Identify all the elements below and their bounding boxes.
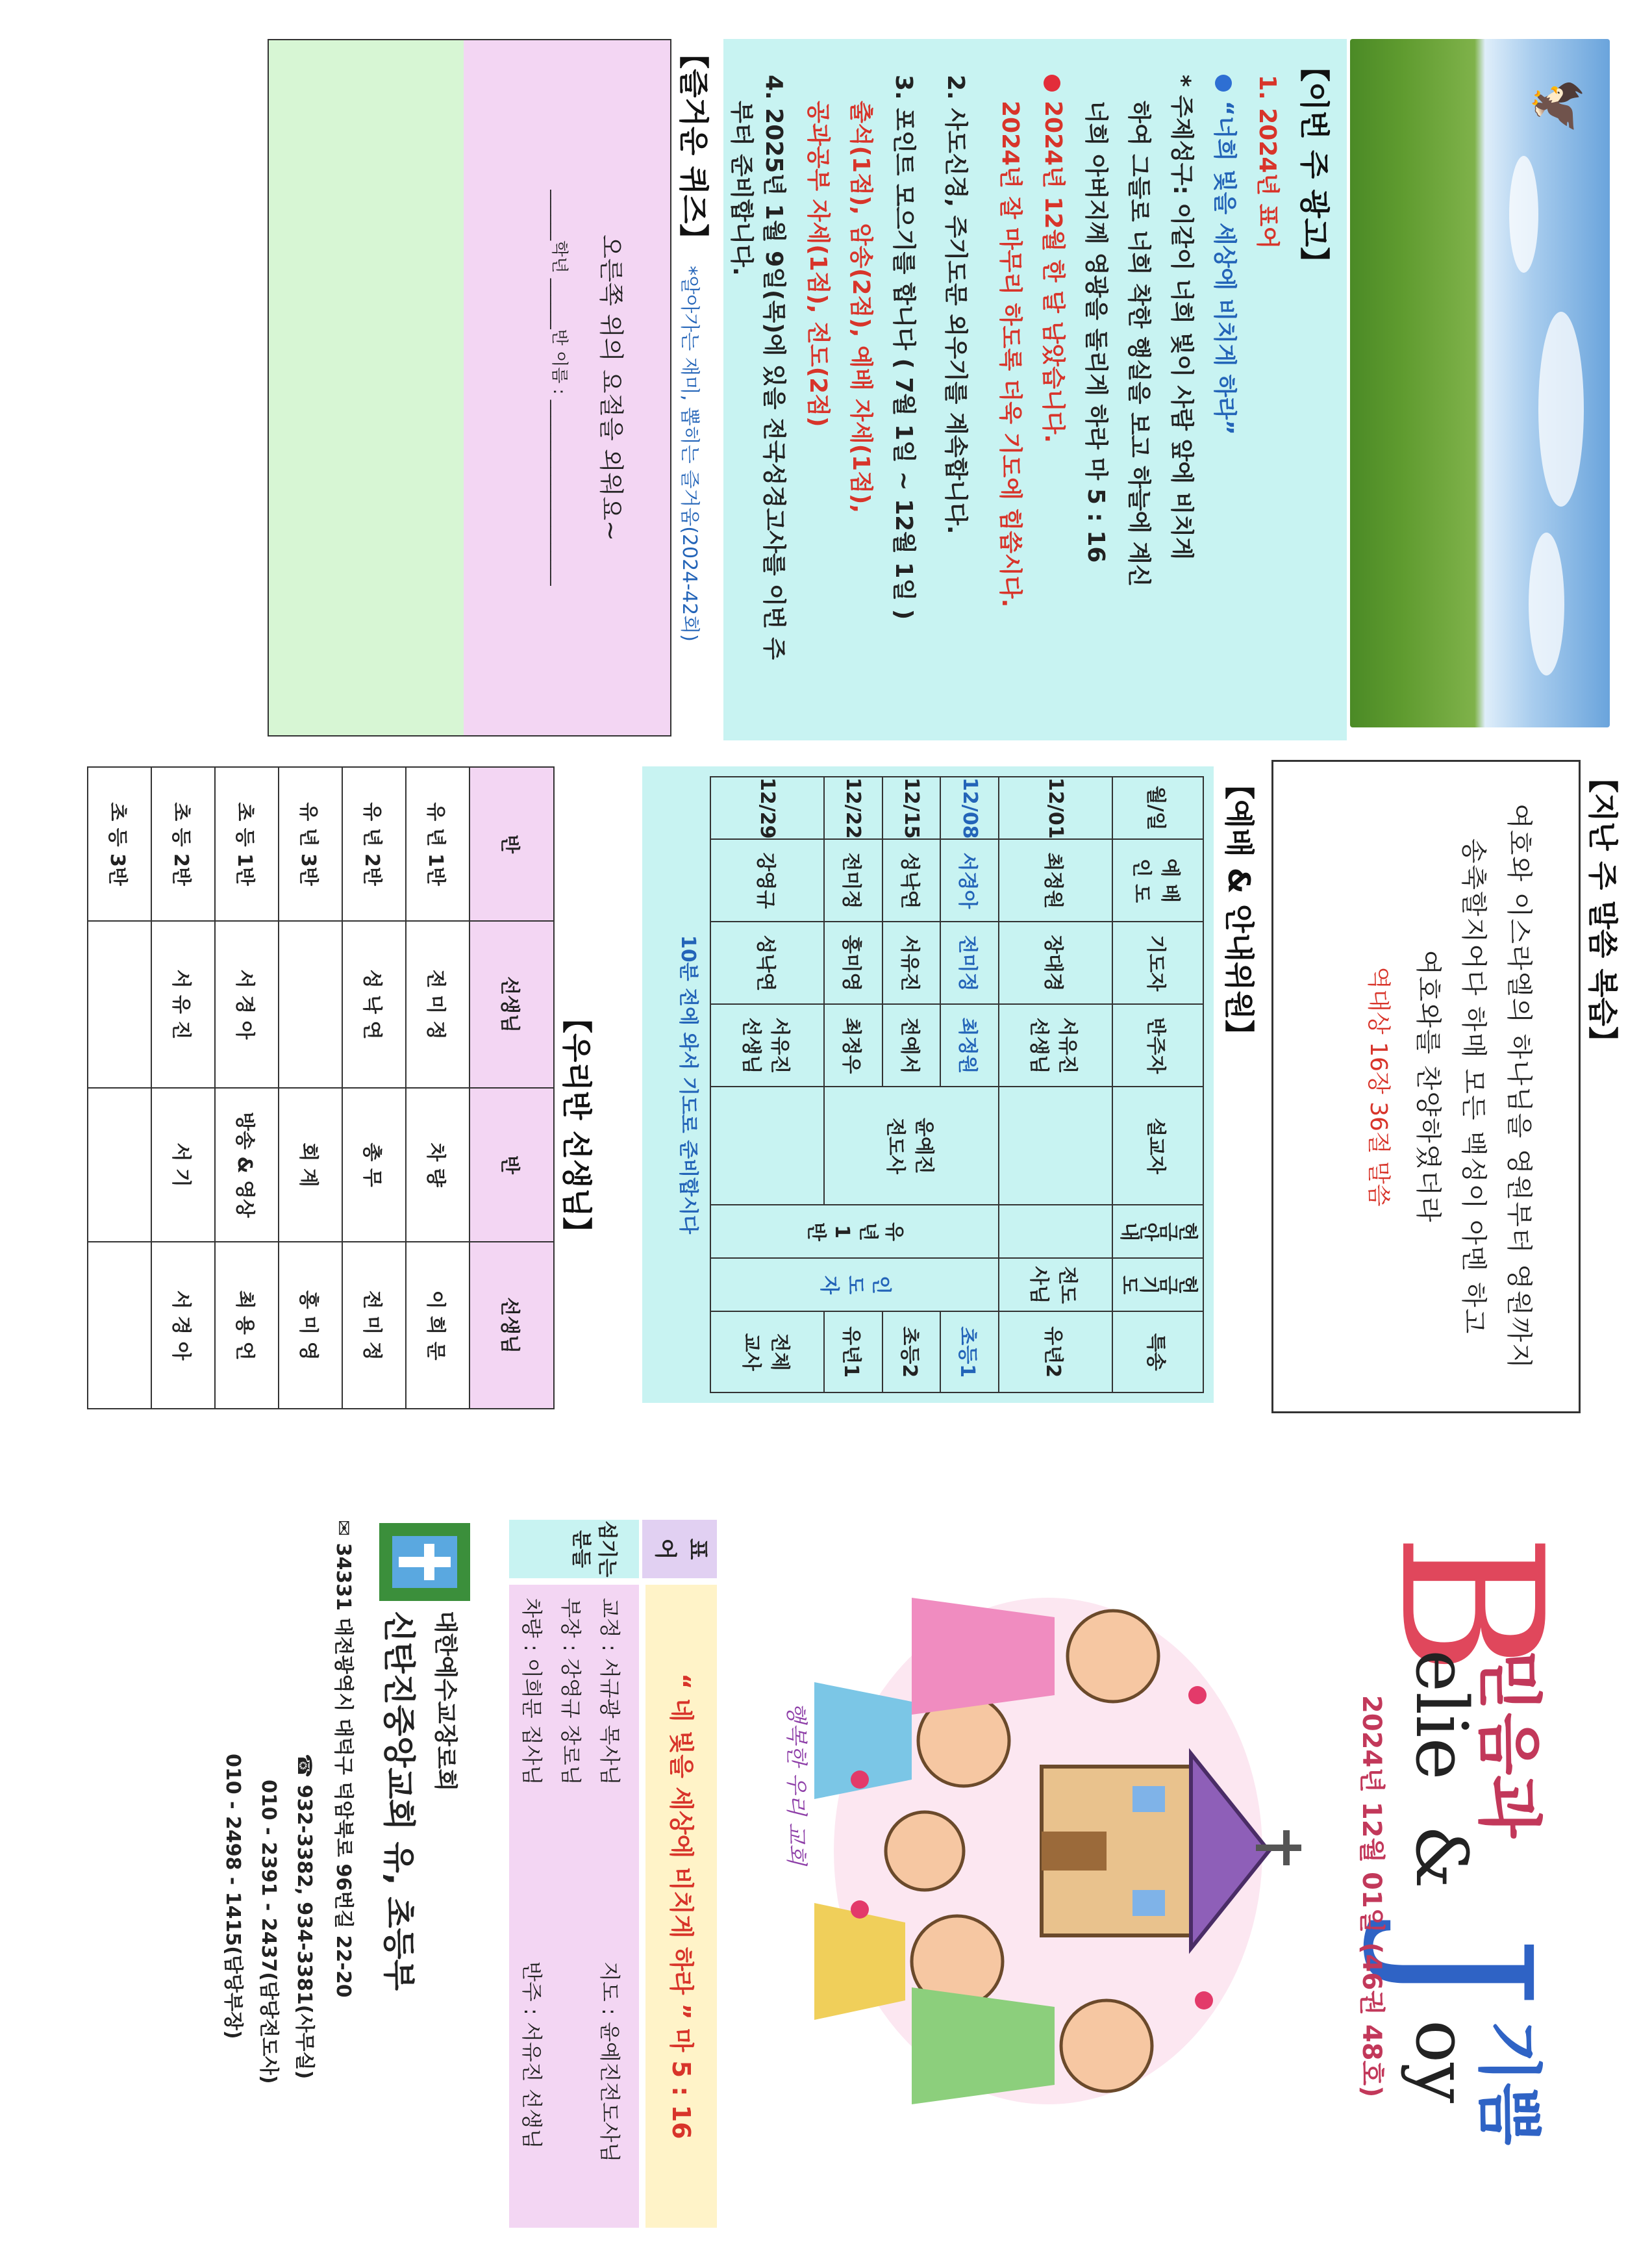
table-cell: 유 년 3반 <box>279 767 342 921</box>
table-cell: 전미정 <box>824 839 882 922</box>
issue-date: 2024년 12월 01일 (46권 48호) <box>1357 1695 1386 2098</box>
staff-line1-b: 지도 : 윤예진전도사님 <box>597 1961 622 2163</box>
worship-footnote: 10분 전에 와서 기도로 준비합시다 <box>677 935 700 1235</box>
table-cell <box>279 921 342 1088</box>
review-line1: 여호와 이스라엘의 하나님을 영원부터 영원까지 <box>1504 803 1534 1370</box>
teachers-table <box>87 766 555 1409</box>
children-church-illustration <box>795 1572 1327 2130</box>
cover-motto: “ 네 빛을 세상에 비치게 하라 ” 마 5 : 16 <box>645 1585 717 2228</box>
table-cell: 12/01 <box>999 777 1112 839</box>
motto-quote: “너희 빛을 세상에 비치게 하라” <box>1211 101 1238 435</box>
theme-verse-line2: 하여 그들로 너희 착한 행실을 보고 하늘에 계신 <box>1125 101 1152 587</box>
table-cell: 성낙연 <box>882 839 941 922</box>
table-cell: 이 희 문 <box>406 1242 469 1409</box>
col-header: 예 배 인 도 <box>1112 839 1203 922</box>
postal-address: 34331 대전광역시 대덕구 덕암북로 96번길 22-20 <box>332 1543 355 1998</box>
table-cell: 서 경 아 <box>151 1242 215 1409</box>
col-header: 특송 <box>1112 1311 1203 1392</box>
table-cell: 초 등 3반 <box>88 767 151 921</box>
quiz-box <box>461 39 671 737</box>
table-cell <box>88 1088 151 1242</box>
col-header: 기도자 <box>1112 922 1203 1004</box>
table-cell: 초 등 2반 <box>151 767 215 921</box>
staff-box <box>509 1585 639 2228</box>
table-cell: 강영규 <box>710 839 824 922</box>
quiz-question: 오른쪽 위의 요절을 외워요~ <box>597 234 625 541</box>
quiz-subtitle: *알아가는 재미, 뽑히는 즐거움(2024-42회) <box>678 266 701 642</box>
points-line1: 출석(1점), 암송(2점), 예배 자세(1점), <box>847 101 874 514</box>
announcement-item-3: 3. 포인트 모으기를 합니다 ( 7월 1일 ~ 12월 1일 ) <box>890 75 917 620</box>
title-ampersand: & <box>1400 1825 1483 1889</box>
table-cell: 전체 교사 <box>710 1311 824 1392</box>
announcement-item-2: 2. 사도신경, 주기도문 외우기를 계속합니다. <box>942 75 969 535</box>
church-denomination: 대한예수교장로회 <box>432 1611 458 1792</box>
table-cell: 홍미영 <box>824 922 882 1004</box>
staff-line1-a: 교정 : 서규광 목사님 <box>597 1598 622 1785</box>
table-cell: 서경아 <box>940 839 999 922</box>
table-cell: 12/29 <box>710 777 824 839</box>
review-title: 【지난 주 말씀 복습】 <box>1585 763 1620 1057</box>
phone-office: 932-3382, 934-3381(사무실) <box>293 1784 316 2080</box>
col-header: 선생님 <box>469 921 554 1088</box>
church-name: 신탄진중앙교회 유, 초등부 <box>380 1611 418 1991</box>
announcement-item-4: 4. 2025년 1월 9일(목)에 있을 전국성경고사를 이번 주 <box>760 75 787 660</box>
table-cell: 전 미 정 <box>342 1242 406 1409</box>
table-cell: 유 년 2반 <box>342 767 406 921</box>
review-reference: 역대상 16장 36절 말씀 <box>1365 966 1392 1207</box>
table-cell: 성낙연 <box>710 922 824 1004</box>
col-header: 선생님 <box>469 1242 554 1409</box>
announcements-title: 【이번 주 광고】 <box>1297 52 1332 277</box>
worship-panel <box>642 766 1214 1403</box>
table-cell: 전도 사님 <box>999 1258 1112 1311</box>
landscape-photo <box>1350 39 1610 727</box>
announcements-panel <box>723 39 1347 740</box>
table-cell: 총 무 <box>342 1088 406 1242</box>
quiz-name-line: ______학년 ______반 이름 : ______________________ <box>549 190 569 586</box>
motto-label: 표 어 <box>642 1520 717 1578</box>
title-korean-belief: 믿음과 <box>1471 1650 1547 1838</box>
table-cell: 최 용 언 <box>215 1242 279 1409</box>
table-cell <box>710 1087 824 1205</box>
table-cell: 최정우 <box>824 1004 882 1087</box>
col-header: 반 <box>469 767 554 921</box>
col-header: 헌 금 안 내 <box>1112 1205 1203 1258</box>
teachers-panel <box>87 766 555 1409</box>
teachers-title: 【우리반 선생님】 <box>559 1003 594 1247</box>
remaining-month: 2024년 12월 한 달 남았습니다. <box>1040 101 1066 444</box>
staff-label: 섬기는 분들 <box>509 1520 639 1578</box>
review-line3: 여호와를 찬양하였더라 <box>1413 950 1443 1224</box>
bullet-icon <box>1044 75 1060 92</box>
church-logo <box>379 1523 470 1601</box>
table-cell: 차 량 <box>406 1088 469 1242</box>
table-cell: 초 등 1반 <box>215 767 279 921</box>
table-cell: 방송 & 영상 <box>215 1088 279 1242</box>
table-cell: 초등1 <box>940 1311 999 1392</box>
phone-minister: 010 - 2391 - 2437(담당전도사) <box>257 1780 280 2084</box>
table-cell: 유년2 <box>999 1311 1112 1392</box>
quiz-title: 【즐거운 퀴즈】 <box>676 39 711 254</box>
staff-line3-b: 반주 : 서유진 선생님 <box>519 1961 544 2149</box>
illustration-caption: 행복한 우리 교회 <box>783 1702 809 1865</box>
table-cell: 서 경 아 <box>215 921 279 1088</box>
mail-icon: ✉ <box>332 1520 355 1543</box>
table-cell: 서유진 선생님 <box>999 1004 1112 1087</box>
announcement-item-4b: 부터 준비합니다. <box>728 101 755 276</box>
title-elie: elie <box>1400 1650 1483 1780</box>
staff-line3-a: 차량 : 이희문 집사님 <box>519 1598 544 1785</box>
eagle-icon: 🦅 <box>1531 78 1584 135</box>
table-cell: 서 기 <box>151 1088 215 1242</box>
quiz-header <box>674 39 717 642</box>
table-cell: 전미정 <box>940 922 999 1004</box>
phone-icon: ☎ <box>293 1754 316 1785</box>
phone-director: 010 - 2498 - 1415(담당부장) <box>221 1754 244 2039</box>
table-cell: 12/22 <box>824 777 882 839</box>
offering-prayer-cell: 인 도 자 <box>710 1258 999 1311</box>
col-header: 반 <box>469 1088 554 1242</box>
table-cell <box>999 1087 1112 1205</box>
table-cell: 최정원 <box>999 839 1112 922</box>
offering-guide-cell: 유 년 1 반 <box>710 1205 999 1258</box>
review-line2: 송축할지어다 하매 모든 백성이 아멘 하고 <box>1458 838 1488 1335</box>
col-header: 헌 금 기 도 <box>1112 1258 1203 1311</box>
table-cell: 장대경 <box>999 922 1112 1004</box>
table-cell: 12/15 <box>882 777 941 839</box>
quiz-answer-area <box>268 39 464 737</box>
points-line2: 공과공부 자세(1점), 전도(2점) <box>805 101 831 427</box>
remaining-prayer: 2024년 잘 마무리 하도록 더욱 기도에 힘씁시다. <box>997 101 1023 608</box>
table-cell: 최정원 <box>940 1004 999 1087</box>
worship-table <box>671 776 1204 1393</box>
table-cell: 유 년 1반 <box>406 767 469 921</box>
table-cell: 유년1 <box>824 1311 882 1392</box>
table-cell <box>999 1205 1112 1258</box>
table-cell <box>88 921 151 1088</box>
table-cell: 성 낙 연 <box>342 921 406 1088</box>
theme-verse-line1: * 주제성구: 이같이 너희 빛이 사람 앞에 비치게 <box>1168 75 1195 560</box>
table-cell: 전예서 <box>882 1004 941 1087</box>
theme-verse-line3: 너희 아버지께 영광을 돌리게 하라 마 5 : 16 <box>1083 101 1109 563</box>
table-cell: 초등2 <box>882 1311 941 1392</box>
bullet-icon <box>1215 75 1232 92</box>
table-cell: 서 유 진 <box>151 921 215 1088</box>
title-korean-joy: 기쁨 <box>1471 2020 1547 2146</box>
title-oy: oy <box>1400 2020 1483 2104</box>
table-cell: 12/08 <box>940 777 999 839</box>
table-cell <box>88 1242 151 1409</box>
title-letter-j: J <box>1358 1935 1570 2009</box>
title-letter-b: B <box>1357 1533 1584 1676</box>
table-cell: 전 미 정 <box>406 921 469 1088</box>
review-box <box>1271 760 1581 1413</box>
table-cell: 서유진 선생님 <box>710 1004 824 1087</box>
motto-heading: 1. 2024년 표어 <box>1254 75 1281 249</box>
staff-line2-a: 부장 : 강영규 장로님 <box>558 1598 583 1785</box>
table-cell: 홍 미 영 <box>279 1242 342 1409</box>
col-header: 월/일 <box>1112 777 1203 839</box>
table-cell: 회 계 <box>279 1088 342 1242</box>
col-header: 설교자 <box>1112 1087 1203 1205</box>
worship-title: 【예배 & 안내위원】 <box>1221 770 1257 1050</box>
col-header: 반주자 <box>1112 1004 1203 1087</box>
table-cell: 서유진 <box>882 922 941 1004</box>
preacher-cell: 윤예진 전도사 <box>824 1087 999 1205</box>
